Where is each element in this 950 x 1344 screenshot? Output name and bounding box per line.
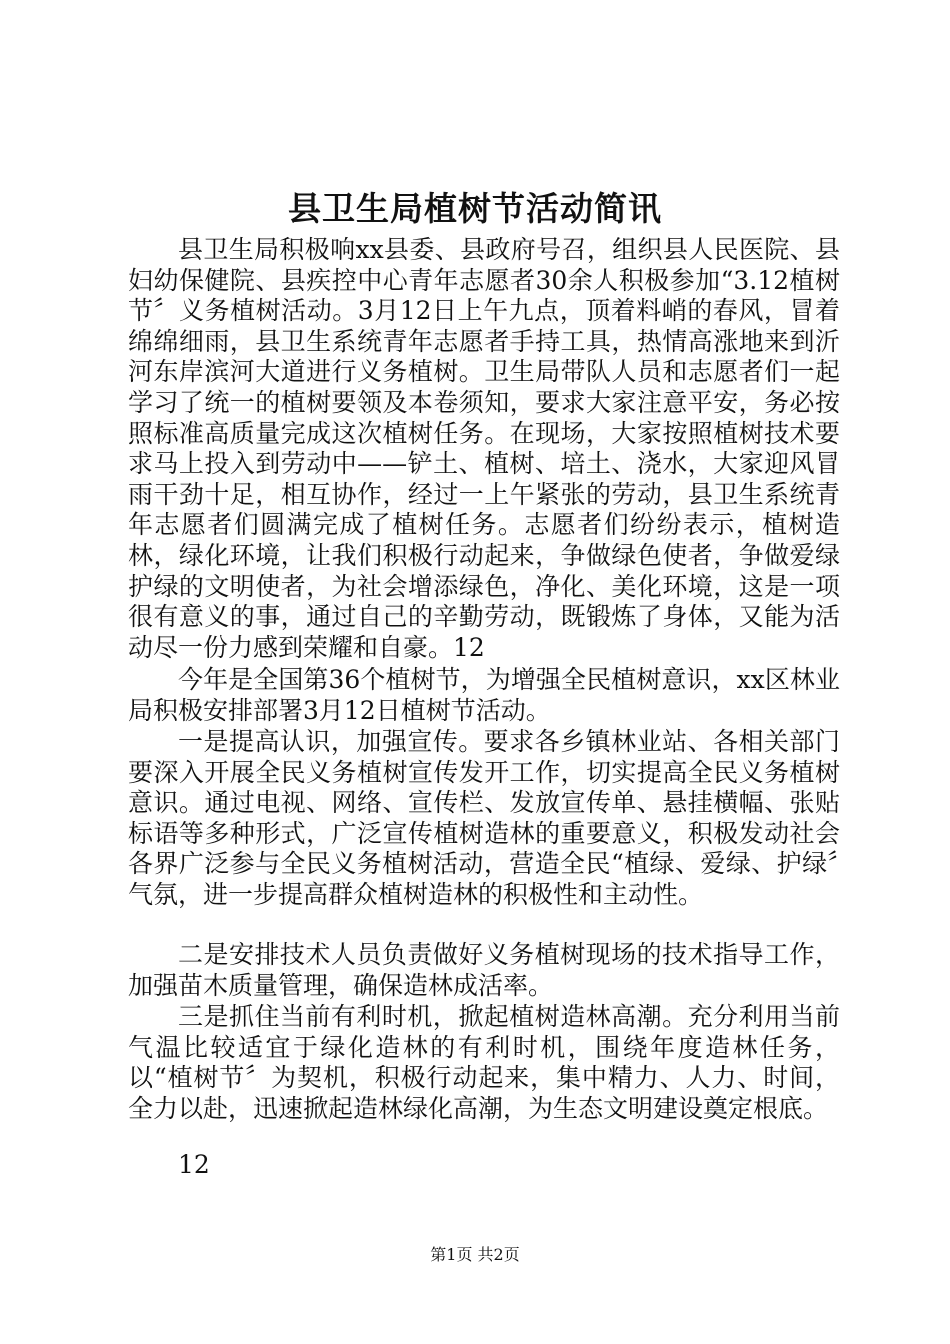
page-footer: 第1页 共2页 — [430, 1245, 520, 1264]
paragraph-measure-two: 二是安排技术人员负责做好义务植树现场的技术指导工作，加强苗木质量管理，确保造林成活率。 — [128, 940, 840, 1000]
document-title: 县卫生局植树节活动简讯 — [288, 189, 662, 228]
paragraph-measure-three: 三是抓住当前有利时机，掀起植树造林高潮。充分利用当前气温比较适宜于绿化造林的有利时机，围绕年度造林任务，以“植树节〞为契机，积极行动起来，集中精力、人力、时间，全力以赴，迅速掀起造林绿化高潮，为生态文明建设奠定根底。 — [128, 1002, 840, 1123]
paragraph-measure-one: 一是提高认识，加强宣传。要求各乡镇林业站、各相关部门要深入开展全民义务植树宣传发开工作，切实提高全民义务植树意识。通过电视、网络、宣传栏、发放宣传单、悬挂横幅、张贴标语等多种形式，广泛宣传植树造林的重要意义，积极发动社会各界广泛参与全民义务植树活动，营造全民“植绿、爱绿、护绿〞气氛，进一步提高群众植树造林的积极性和主动性。 — [128, 727, 840, 909]
paragraph-trailing-number: 12 — [178, 1150, 210, 1179]
paragraph-arbor-day-intro: 今年是全国第36个植树节，为增强全民植树意识，xx区林业局积极安排部署3月12日植树节活动。 — [128, 665, 840, 725]
paragraph-health-bureau-activity: 县卫生局积极响xx县委、县政府号召，组织县人民医院、县妇幼保健院、县疾控中心青年志愿者30余人积极参加“3.12植树节〞义务植树活动。3月12日上午九点，顶着料峭的春风，冒着绵绵细雨，县卫生系统青年志愿者手持工具，热情高涨地来到沂河东岸滨河大道进行义务植树。卫生局带队人员和志愿者们一起学习了统一的植树要领及本卷须知，要求大家注意平安，务必按照标准高质量完成这次植树任务。在现场，大家按照植树技术要求马上投入到劳动中——铲土、植树、培土、浇水，大家迎风冒雨干劲十足，相互协作，经过一上午紧张的劳动，县卫生系统青年志愿者们圆满完成了植树任务。志愿者们纷纷表示，植树造林，绿化环境，让我们积极行动起来，争做绿色使者，争做爱绿护绿的文明使者，为社会增添绿色，净化、美化环境，这是一项很有意义的事，通过自己的辛勤劳动，既锻炼了身体，又能为活动尽一份力感到荣耀和自豪。12 — [128, 235, 840, 662]
